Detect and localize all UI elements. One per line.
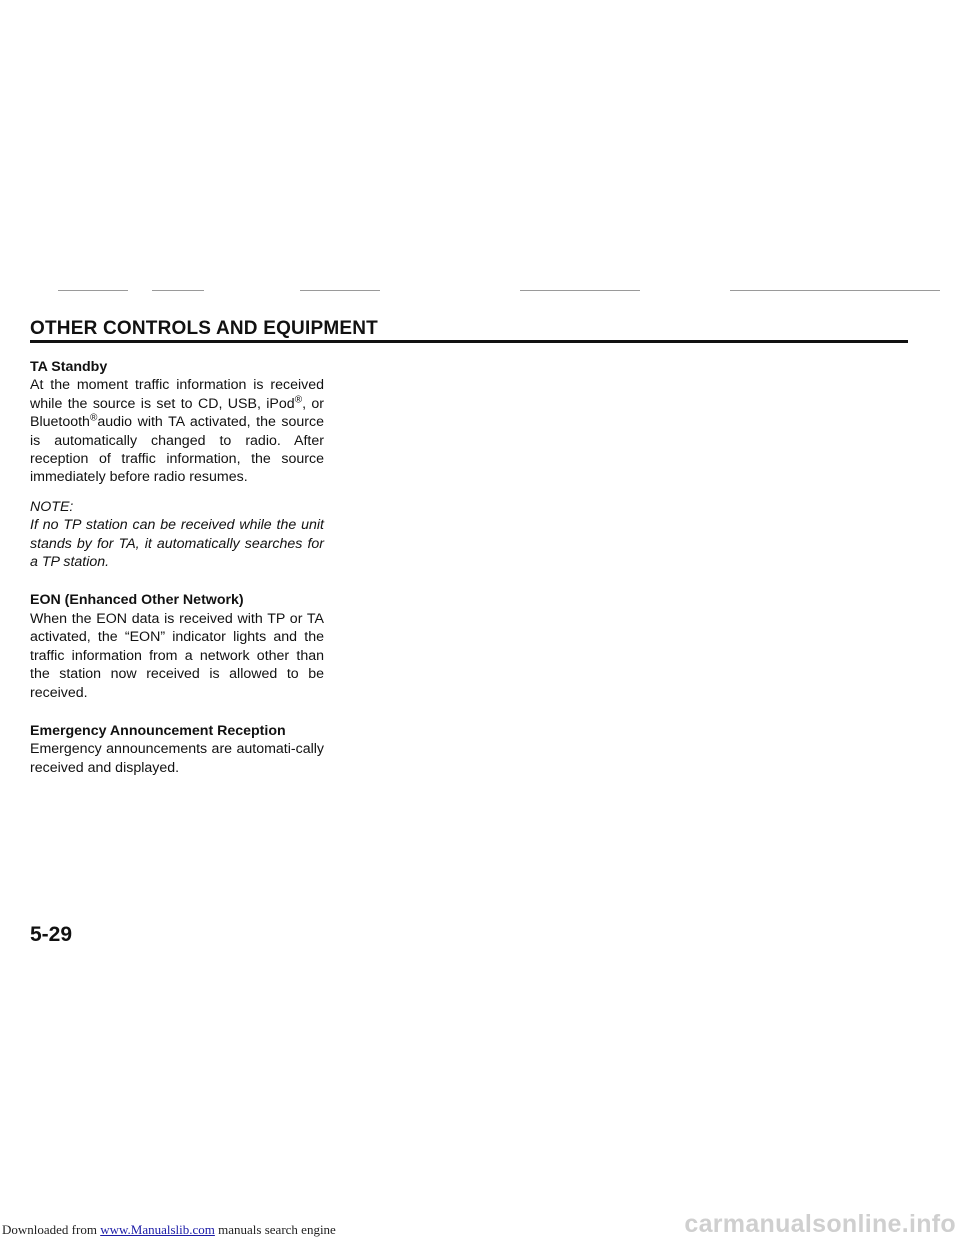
eon-body: When the EON data is received with TP or TA activated, the “EON” indicator lights and the traffic information from a network other than the station now received is allowed to be received. xyxy=(30,610,324,701)
emergency-body: Emergency announcements are automati-cally received and displayed. xyxy=(30,741,324,776)
note-label: NOTE: xyxy=(30,498,74,515)
scan-line-decoration xyxy=(152,290,204,291)
registered-mark: ® xyxy=(89,412,98,424)
scan-line-decoration xyxy=(300,290,380,291)
section-heading-eon: EON (Enhanced Other Network) xyxy=(30,592,244,609)
download-footer: Downloaded from www.Manualslib.com manuals search engine xyxy=(2,1222,336,1237)
scan-line-decoration xyxy=(58,290,128,291)
ta-standby-body: At the moment traffic information is received while the source is set to CD, USB, iPod®, or Bluetooth®audio with TA activated, the source is automatically changed to radio. After reception of traffic information, the source immediately before radio resumes. xyxy=(30,377,325,486)
content-column xyxy=(30,358,324,777)
watermark-logo: carmanualsonline.info xyxy=(684,1210,956,1238)
scan-line-decoration xyxy=(520,290,640,291)
registered-mark: ® xyxy=(294,394,303,406)
header-rule xyxy=(30,340,908,343)
section-heading-ta-standby: TA Standby xyxy=(30,359,108,375)
section-header: OTHER CONTROLS AND EQUIPMENT xyxy=(30,318,378,339)
section-heading-emergency: Emergency Announcement Reception xyxy=(30,722,286,739)
note-text: If no TP station can be received while the unit stands by for TA, it automatically searches for a TP station. xyxy=(30,517,324,571)
scan-line-decoration xyxy=(730,290,940,291)
manualslib-link[interactable]: www.Manualslib.com xyxy=(100,1222,215,1237)
page-number: 5-29 xyxy=(30,923,73,946)
